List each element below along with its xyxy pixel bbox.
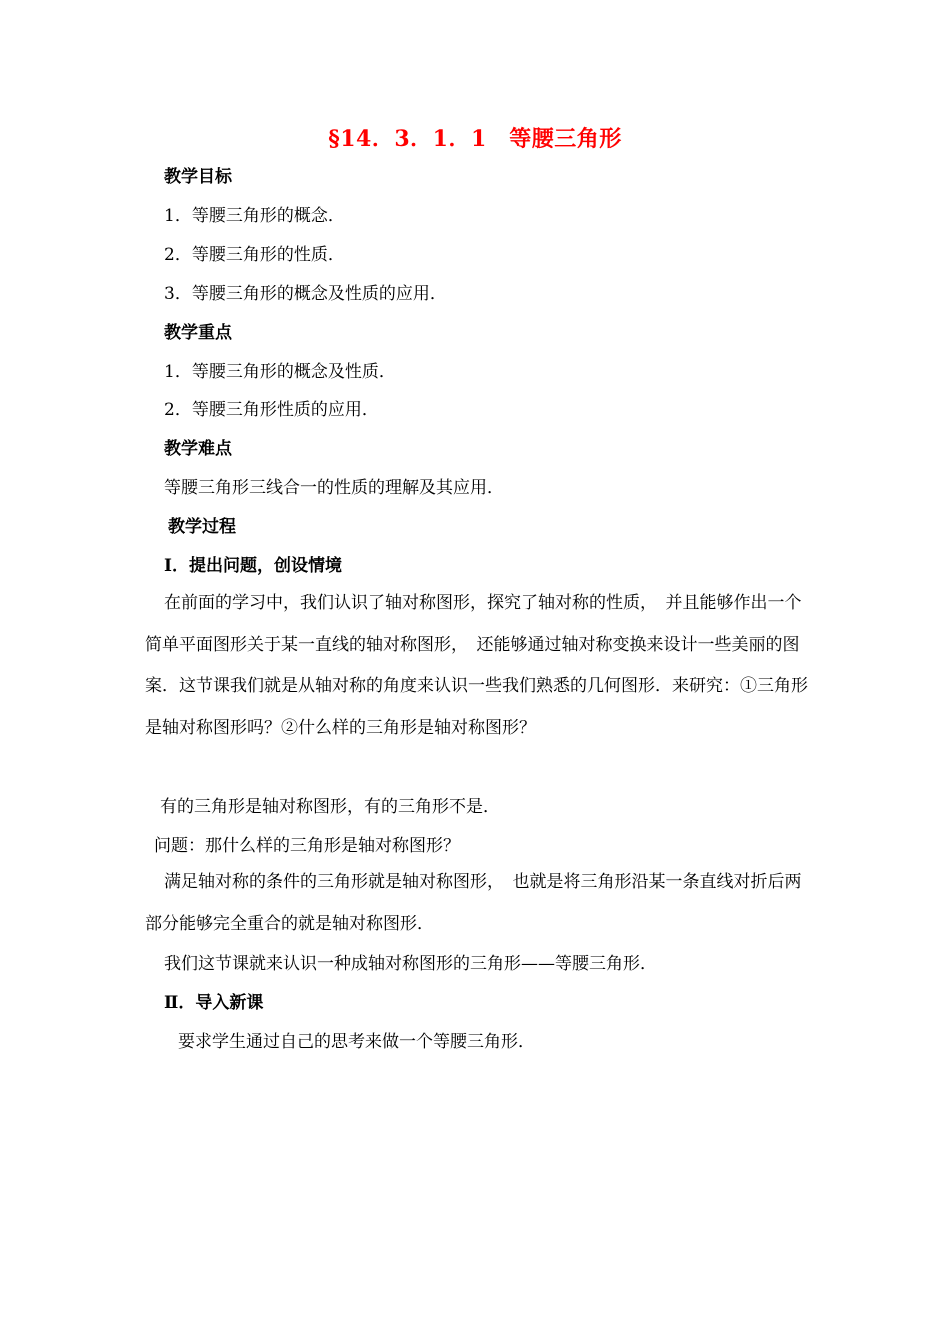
difficulties-heading: 教学难点 <box>164 439 232 459</box>
key-points-heading: 教学重点 <box>164 323 232 343</box>
key-point-item: 2．等腰三角形性质的应用． <box>164 400 379 420</box>
section1-line: 有的三角形是轴对称图形，有的三角形不是． <box>160 797 500 817</box>
process-heading: 教学过程 <box>168 517 236 537</box>
document-title: §14．3．1．1 等腰三角形 <box>328 126 622 152</box>
objectives-heading: 教学目标 <box>164 167 232 187</box>
section1-paragraph: 在前面的学习中，我们认识了轴对称图形，探究了轴对称的性质， 并且能够作出一个简单平面图形关于某一直线的轴对称图形， 还能够通过轴对称变换来设计一些美丽的图案．这节课我们就是从轴对称的角度来认识一些我们熟悉的几何图形．来研究：①三角形是轴对称图形吗？②什么样的三角形是轴对称图形？ <box>145 593 808 738</box>
section2-heading: Ⅱ．导入新课 <box>164 993 264 1013</box>
key-point-item: 1．等腰三角形的概念及性质． <box>164 362 396 382</box>
section1-heading: Ⅰ．提出问题，创设情境 <box>164 556 342 576</box>
section1-question: 问题：那什么样的三角形是轴对称图形？ <box>154 836 460 856</box>
section1-line: 我们这节课就来认识一种成轴对称图形的三角形——等腰三角形． <box>164 954 657 974</box>
section2-line: 要求学生通过自己的思考来做一个等腰三角形． <box>178 1032 535 1052</box>
difficulties-text: 等腰三角形三线合一的性质的理解及其应用． <box>164 478 504 498</box>
section1-paragraph: 满足轴对称的条件的三角形就是轴对称图形， 也就是将三角形沿某一条直线对折后两部分能够完全重合的就是轴对称图形． <box>145 872 802 934</box>
objective-item: 3．等腰三角形的概念及性质的应用． <box>164 284 447 304</box>
objective-item: 2．等腰三角形的性质． <box>164 245 345 265</box>
objective-item: 1．等腰三角形的概念． <box>164 206 345 226</box>
